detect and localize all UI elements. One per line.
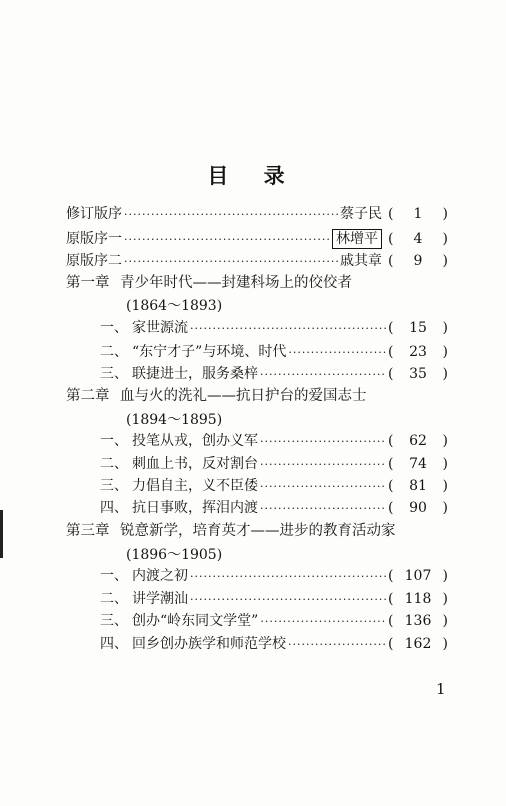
close-paren: ) bbox=[442, 591, 448, 607]
leader-dots bbox=[260, 366, 386, 384]
entry-title bbox=[100, 319, 188, 337]
page-reference bbox=[388, 590, 448, 608]
page-reference bbox=[388, 230, 448, 248]
close-paren: ) bbox=[442, 433, 448, 449]
leader-dots bbox=[260, 613, 386, 631]
open-paren: ( bbox=[388, 591, 394, 607]
chapter-heading bbox=[66, 521, 396, 541]
entry-title bbox=[100, 567, 188, 585]
section-number: 一、 bbox=[100, 433, 128, 449]
page-reference bbox=[388, 499, 448, 517]
open-paren: ( bbox=[388, 636, 394, 652]
section-title: 投笔从戎，创办义军 bbox=[132, 433, 258, 449]
section-number: 二、 bbox=[100, 344, 128, 360]
entry-title bbox=[100, 635, 286, 653]
leader-dots bbox=[260, 456, 386, 474]
entry-title: 原版序二 bbox=[66, 253, 122, 269]
open-paren: ( bbox=[388, 500, 394, 516]
open-paren: ( bbox=[388, 456, 394, 472]
entry-title bbox=[100, 455, 258, 473]
open-paren: ( bbox=[388, 206, 394, 222]
page-number-ref: 136 bbox=[404, 613, 432, 629]
leader-dots bbox=[190, 568, 386, 586]
page-reference bbox=[388, 252, 448, 270]
binding-edge-mark bbox=[0, 510, 3, 558]
open-paren: ( bbox=[388, 478, 394, 494]
section-entry bbox=[100, 635, 448, 654]
close-paren: ) bbox=[442, 231, 448, 247]
leader-dots bbox=[190, 591, 386, 609]
section-entry bbox=[100, 455, 448, 474]
preface-entry bbox=[66, 229, 448, 249]
leader-dots bbox=[124, 253, 338, 271]
section-number: 四、 bbox=[100, 636, 128, 652]
section-entry bbox=[100, 343, 448, 362]
page-number-ref: 15 bbox=[409, 320, 427, 336]
open-paren: ( bbox=[388, 320, 394, 336]
section-title: 联捷进士，服务桑梓 bbox=[132, 366, 258, 382]
close-paren: ) bbox=[442, 613, 448, 629]
close-paren: ) bbox=[442, 500, 448, 516]
entry-title bbox=[100, 612, 258, 630]
chapter-number: 第三章 bbox=[66, 523, 110, 539]
page-number-ref: 9 bbox=[413, 253, 423, 269]
section-title: 抗日事败，挥泪内渡 bbox=[132, 500, 258, 516]
section-number: 一、 bbox=[100, 568, 128, 584]
leader-dots bbox=[190, 320, 386, 338]
page-reference bbox=[388, 432, 448, 450]
page-number: 1 bbox=[436, 680, 446, 698]
entry-title bbox=[100, 477, 258, 495]
close-paren: ) bbox=[442, 456, 448, 472]
leader-dots bbox=[288, 636, 386, 654]
section-title: 讲学潮汕 bbox=[132, 591, 188, 607]
preface-author: 蔡子民 bbox=[340, 206, 382, 222]
page-number-ref: 90 bbox=[409, 500, 427, 516]
page-number-ref: 162 bbox=[404, 636, 432, 652]
page-reference bbox=[388, 455, 448, 473]
section-title: 刺血上书，反对割台 bbox=[132, 456, 258, 472]
section-number: 三、 bbox=[100, 613, 128, 629]
section-number: 四、 bbox=[100, 500, 128, 516]
page-reference bbox=[388, 477, 448, 495]
open-paren: ( bbox=[388, 366, 394, 382]
preface-author: 戚其章 bbox=[340, 253, 382, 269]
page-number-ref: 81 bbox=[409, 478, 427, 494]
section-title: 内渡之初 bbox=[132, 568, 188, 584]
page-reference bbox=[388, 612, 448, 630]
entry-title: 原版序一 bbox=[66, 231, 122, 247]
section-entry bbox=[100, 499, 448, 518]
close-paren: ) bbox=[442, 344, 448, 360]
close-paren: ) bbox=[442, 568, 448, 584]
open-paren: ( bbox=[388, 344, 394, 360]
section-entry bbox=[100, 567, 448, 586]
section-entry bbox=[100, 612, 448, 631]
page-reference bbox=[388, 635, 448, 653]
toc-title: 目 录 bbox=[207, 163, 299, 188]
entry-title bbox=[100, 365, 258, 383]
section-number: 二、 bbox=[100, 456, 128, 472]
leader-dots bbox=[288, 344, 386, 362]
section-entry bbox=[100, 590, 448, 609]
open-paren: ( bbox=[388, 613, 394, 629]
entry-title bbox=[100, 432, 258, 450]
section-entry bbox=[100, 477, 448, 496]
page-number-ref: 23 bbox=[409, 344, 427, 360]
open-paren: ( bbox=[388, 568, 394, 584]
entry-title bbox=[100, 590, 188, 608]
section-title: 创办“岭东同文学堂” bbox=[132, 613, 259, 629]
open-paren: ( bbox=[388, 433, 394, 449]
chapter-number: 第一章 bbox=[66, 275, 110, 291]
close-paren: ) bbox=[442, 636, 448, 652]
page-number-ref: 1 bbox=[413, 206, 423, 222]
chapter-title: 血与火的洗礼——抗日护台的爱国志士 bbox=[120, 388, 367, 404]
page-number-ref: 118 bbox=[404, 591, 432, 607]
chapter-heading bbox=[66, 273, 352, 293]
chapter-years: (1894～1895) bbox=[126, 412, 223, 428]
section-title: 家世源流 bbox=[132, 320, 188, 336]
preface-entry bbox=[66, 252, 448, 271]
leader-dots bbox=[124, 231, 330, 249]
entry-title bbox=[100, 343, 286, 361]
page-number-ref: 107 bbox=[404, 568, 432, 584]
page-number-ref: 62 bbox=[409, 433, 427, 449]
leader-dots bbox=[260, 478, 386, 496]
chapter-title: 锐意新学，培育英才——进步的教育活动家 bbox=[120, 523, 396, 539]
preface-entry bbox=[66, 205, 448, 224]
section-entry bbox=[100, 319, 448, 338]
section-title: 力倡自主，义不臣倭 bbox=[132, 478, 258, 494]
section-number: 三、 bbox=[100, 478, 128, 494]
page-reference bbox=[388, 365, 448, 383]
section-number: 二、 bbox=[100, 591, 128, 607]
page-number-ref: 4 bbox=[413, 231, 423, 247]
page-reference bbox=[388, 319, 448, 337]
chapter-heading bbox=[66, 386, 367, 406]
close-paren: ) bbox=[442, 478, 448, 494]
chapter-years: (1864～1893) bbox=[126, 298, 223, 314]
chapter-title: 青少年时代——封建科场上的佼佼者 bbox=[120, 275, 352, 291]
leader-dots bbox=[260, 433, 386, 451]
entry-title: 修订版序 bbox=[66, 206, 122, 222]
preface-author: 林增平 bbox=[332, 229, 382, 249]
close-paren: ) bbox=[442, 366, 448, 382]
chapter-number: 第二章 bbox=[66, 388, 110, 404]
section-entry bbox=[100, 365, 448, 384]
leader-dots bbox=[124, 206, 338, 224]
section-number: 一、 bbox=[100, 320, 128, 336]
page-number-ref: 35 bbox=[409, 366, 427, 382]
leader-dots bbox=[260, 500, 386, 518]
section-title: “东宁才子”与环境、时代 bbox=[132, 344, 287, 360]
section-entry bbox=[100, 432, 448, 451]
chapter-years: (1896～1905) bbox=[126, 547, 223, 563]
open-paren: ( bbox=[388, 253, 394, 269]
close-paren: ) bbox=[442, 253, 448, 269]
section-number: 三、 bbox=[100, 366, 128, 382]
open-paren: ( bbox=[388, 231, 394, 247]
section-title: 回乡创办族学和师范学校 bbox=[132, 636, 286, 652]
entry-title bbox=[100, 499, 258, 517]
page-reference bbox=[388, 205, 448, 223]
page-number-ref: 74 bbox=[409, 456, 427, 472]
page-reference bbox=[388, 343, 448, 361]
close-paren: ) bbox=[442, 206, 448, 222]
close-paren: ) bbox=[442, 320, 448, 336]
page-reference bbox=[388, 567, 448, 585]
